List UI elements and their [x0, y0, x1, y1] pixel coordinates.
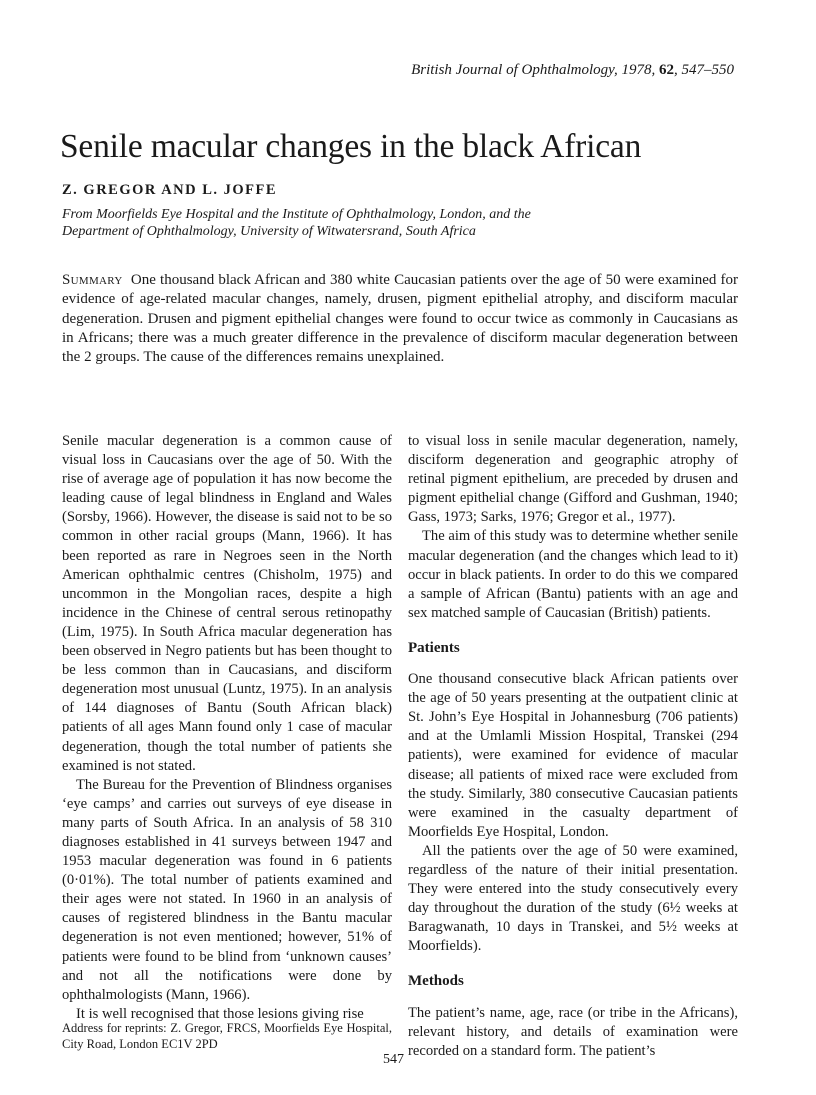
paragraph: to visual loss in senile macular degeneration, namely, disciform degeneration and geographic atrophy of retinal pigment epithelium, are preceded by drusen and pigment epithelial change (Gifford and Gushman, 1940; Gass, 1973; Sarks, 1976; Gregor et al., 1977).: [408, 433, 738, 526]
paragraph: The Bureau for the Prevention of Blindness organises ‘eye camps’ and carries out surveys of eye disease in many parts of South Africa. In an analysis of 58 310 diagnoses established in 41 surveys between 1947 and 1953 macular degeneration was found in 6 patients (0·01%). The total number of patients examined and their ages were not stated. In 1960 in an analysis of causes of registered blindness in the Bantu macular degeneration is not even mentioned; however, 51% of patients were found to be blind from ‘unknown causes’ and not all the notifications were done by ophthalmologists (Mann, 1966).: [62, 776, 392, 1003]
journal-volume: 62: [659, 62, 674, 78]
paragraph: Senile macular degeneration is a common cause of visual loss in Caucasians over the age of 50. With the rise of average age of population it has now become the leading cause of legal blindness in England and Wales (Sorsby, 1966). However, the disease is said not to be so common in other racial groups (Mann, 1966). It has been reported as rare in Negroes seen in the North American ophthalmic centres (Chisholm, 1975) and uncommon in the Mongolian races, despite a high incidence in the Chinese of central serous retinopathy (Lim, 1975). In South Africa macular degeneration has been observed in Negro patients but has been thought to be less common than in Caucasians, and disciform degeneration most unusual (Luntz, 1975). In an analysis of 144 diagnoses of Bantu (South African black) patients of all ages Mann found only 1 case of macular degeneration, though the total number of patients she examined is not stated.: [62, 433, 392, 774]
paragraph: All the patients over the age of 50 were examined, regardless of the nature of their initial presentation. They were entered into the study consecutively every day throughout the duration of the study (6½ weeks at Baragwanath, 10 days in Transkei, and 5½ weeks at Moorfields).: [408, 842, 738, 955]
summary-label: Summary: [62, 272, 123, 288]
summary-text: One thousand black African and 380 white Caucasian patients over the age of 50 were examined for evidence of age-related macular changes, namely, drusen, pigment epithelial atrophy, and disciform macular degeneration. Drusen and pigment epithelial changes were found to occur twice as commonly in Caucasians as in Africans; there was a much greater difference in the prevalence of disciform macular degeneration between the 2 groups. The cause of the differences remains unexplained.: [62, 272, 738, 366]
right-column: [408, 432, 738, 1061]
journal-pages: , 547–550: [674, 62, 734, 78]
article-authors: Z. GREGOR AND L. JOFFE: [62, 182, 278, 198]
left-column: [62, 432, 392, 1024]
summary: [62, 271, 738, 367]
article-title: Senile macular changes in the black African: [60, 128, 642, 165]
journal-citation: [411, 62, 734, 79]
journal-year: , 1978,: [614, 62, 659, 78]
paragraph: The patient’s name, age, race (or tribe in the Africans), relevant history, and details of examination were recorded on a standard form. The patient’s: [408, 1004, 738, 1059]
page-number: 547: [383, 1052, 404, 1067]
paragraph: It is well recognised that those lesions giving rise: [76, 1005, 364, 1022]
reprint-address: Address for reprints: Z. Gregor, FRCS, Moorfields Eye Hospital, City Road, London EC1V 2PD: [62, 1021, 392, 1051]
article-affiliation: From Moorfields Eye Hospital and the Institute of Ophthalmology, London, and the Department of Ophthalmology, University of Witwatersrand, South Africa: [62, 207, 531, 239]
section-heading-methods: Methods: [408, 973, 464, 990]
journal-name: British Journal of Ophthalmology: [411, 62, 614, 78]
paragraph: The aim of this study was to determine whether senile macular degeneration (and the changes which lead to it) occur in black patients. In order to do this we compared a sample of African (Bantu) patients with an age and sex matched sample of Caucasian (British) patients.: [408, 528, 738, 621]
section-heading-patients: Patients: [408, 639, 460, 656]
paragraph: One thousand consecutive black African patients over the age of 50 years presenting at the outpatient clinic at St. John’s Eye Hospital in Johannesburg (706 patients) and at the Umlamli Mission Hospital, Transkei (294 patients), were examined for evidence of macular disease; all patients of mixed race were excluded from the study. Similarly, 380 consecutive Caucasian patients were examined in the casualty department of Moorfields Eye Hospital, London.: [408, 671, 738, 840]
